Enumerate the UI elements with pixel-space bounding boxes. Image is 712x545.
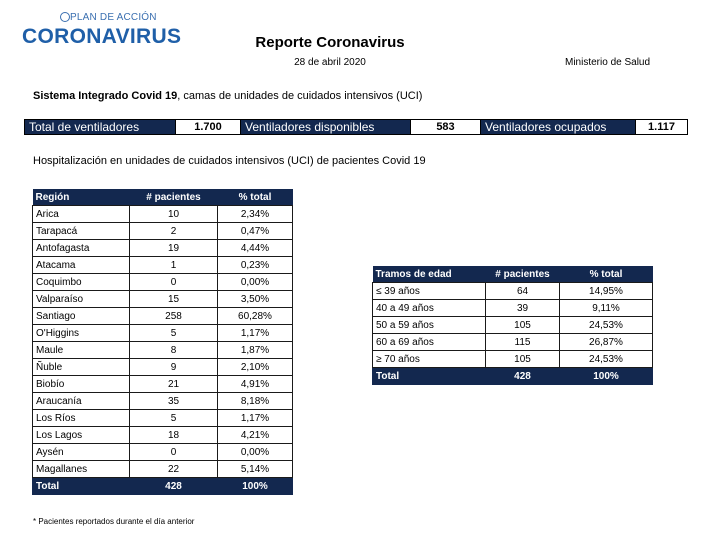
table-row [33, 240, 293, 257]
cell-label: Aysén [33, 444, 130, 461]
cell-percent: 8,18% [218, 393, 293, 410]
table-row [33, 308, 293, 325]
cell-label: O'Higgins [33, 325, 130, 342]
cell-patients: 18 [130, 427, 218, 444]
table-row [33, 291, 293, 308]
cell-patients: 19 [130, 240, 218, 257]
table-row [33, 393, 293, 410]
table-row [373, 317, 653, 334]
cell-percent: 2,10% [218, 359, 293, 376]
table-row [33, 257, 293, 274]
cell-patients: 105 [486, 351, 560, 368]
header-percent: % total [218, 189, 293, 206]
cell-percent: 1,87% [218, 342, 293, 359]
table-row [373, 300, 653, 317]
cell-patients: 15 [130, 291, 218, 308]
cell-percent: 60,28% [218, 308, 293, 325]
cell-label: Atacama [33, 257, 130, 274]
table-row [33, 410, 293, 427]
cell-percent: 0,00% [218, 274, 293, 291]
table-row [33, 444, 293, 461]
footnote: * Pacientes reportados durante el día anterior [33, 517, 195, 526]
total-patients: 428 [130, 478, 218, 495]
header-patients: # pacientes [130, 189, 218, 206]
table-header-row [373, 266, 653, 283]
total-label: Total [33, 478, 130, 495]
cell-label: Los Ríos [33, 410, 130, 427]
table-row [373, 334, 653, 351]
cell-label: ≤ 39 años [373, 283, 486, 300]
total-patients: 428 [486, 368, 560, 385]
ventilator-summary [24, 119, 688, 135]
cell-percent: 9,11% [560, 300, 653, 317]
cell-label: Ñuble [33, 359, 130, 376]
total-percent: 100% [560, 368, 653, 385]
total-ventilators-value: 1.700 [175, 120, 241, 134]
cell-label: Magallanes [33, 461, 130, 478]
table-row [33, 359, 293, 376]
header-region: Región [33, 189, 130, 206]
cell-label: 60 a 69 años [373, 334, 486, 351]
cell-label: Maule [33, 342, 130, 359]
cell-patients: 105 [486, 317, 560, 334]
cell-patients: 39 [486, 300, 560, 317]
cell-patients: 5 [130, 410, 218, 427]
total-row [33, 478, 293, 495]
cell-label: ≥ 70 años [373, 351, 486, 368]
cell-label: Biobío [33, 376, 130, 393]
cell-label: Valparaíso [33, 291, 130, 308]
cell-percent: 24,53% [560, 317, 653, 334]
cell-label: 50 a 59 años [373, 317, 486, 334]
cell-patients: 0 [130, 444, 218, 461]
cell-label: Antofagasta [33, 240, 130, 257]
cell-percent: 2,34% [218, 206, 293, 223]
available-ventilators-label: Ventiladores disponibles [241, 120, 410, 134]
table-row [33, 274, 293, 291]
cell-patients: 1 [130, 257, 218, 274]
table-row [373, 283, 653, 300]
total-label: Total [373, 368, 486, 385]
cell-percent: 0,47% [218, 223, 293, 240]
table-row [33, 427, 293, 444]
table-row [33, 325, 293, 342]
cell-percent: 0,23% [218, 257, 293, 274]
virus-icon [60, 12, 70, 22]
cell-label: Arica [33, 206, 130, 223]
cell-label: Los Lagos [33, 427, 130, 444]
table-row [33, 376, 293, 393]
cell-percent: 1,17% [218, 410, 293, 427]
cell-label: 40 a 49 años [373, 300, 486, 317]
cell-label: Santiago [33, 308, 130, 325]
table-row [33, 342, 293, 359]
section-title: Hospitalización en unidades de cuidados intensivos (UCI) de pacientes Covid 19 [33, 155, 426, 167]
cell-percent: 24,53% [560, 351, 653, 368]
cell-patients: 35 [130, 393, 218, 410]
cell-patients: 0 [130, 274, 218, 291]
cell-percent: 0,00% [218, 444, 293, 461]
occupied-ventilators-value: 1.117 [635, 120, 687, 134]
cell-patients: 64 [486, 283, 560, 300]
system-subtitle [33, 90, 422, 102]
cell-patients: 115 [486, 334, 560, 351]
cell-patients: 9 [130, 359, 218, 376]
cell-percent: 26,87% [560, 334, 653, 351]
cell-patients: 5 [130, 325, 218, 342]
cell-patients: 2 [130, 223, 218, 240]
cell-percent: 5,14% [218, 461, 293, 478]
logo-top-text: PLAN DE ACCIÓN [70, 12, 157, 23]
page-title: Reporte Coronavirus [255, 34, 405, 51]
ministry-label: Ministerio de Salud [565, 57, 651, 68]
subtitle-rest: , camas de unidades de cuidados intensivos (UCI) [177, 90, 423, 102]
total-ventilators-label: Total de ventiladores [25, 120, 175, 134]
cell-label: Tarapacá [33, 223, 130, 240]
occupied-ventilators-label: Ventiladores ocupados [481, 120, 635, 134]
cell-label: Coquimbo [33, 274, 130, 291]
cell-patients: 22 [130, 461, 218, 478]
cell-percent: 1,17% [218, 325, 293, 342]
cell-percent: 3,50% [218, 291, 293, 308]
cell-patients: 21 [130, 376, 218, 393]
region-table [32, 189, 293, 495]
age-table [372, 266, 653, 385]
cell-percent: 4,21% [218, 427, 293, 444]
report-date: 28 de abril 2020 [294, 57, 366, 68]
table-header-row [33, 189, 293, 206]
cell-patients: 10 [130, 206, 218, 223]
logo-main-text: CORONAVIRUS [22, 25, 182, 48]
cell-patients: 8 [130, 342, 218, 359]
total-percent: 100% [218, 478, 293, 495]
available-ventilators-value: 583 [410, 120, 481, 134]
cell-percent: 14,95% [560, 283, 653, 300]
table-row [373, 351, 653, 368]
cell-patients: 258 [130, 308, 218, 325]
table-row [33, 223, 293, 240]
cell-percent: 4,44% [218, 240, 293, 257]
subtitle-bold: Sistema Integrado Covid 19 [33, 90, 178, 102]
table-row [33, 206, 293, 223]
table-row [33, 461, 293, 478]
cell-percent: 4,91% [218, 376, 293, 393]
cell-label: Araucanía [33, 393, 130, 410]
total-row [373, 368, 653, 385]
header-age: Tramos de edad [373, 266, 486, 283]
header-percent: % total [560, 266, 653, 283]
header-patients: # pacientes [486, 266, 560, 283]
